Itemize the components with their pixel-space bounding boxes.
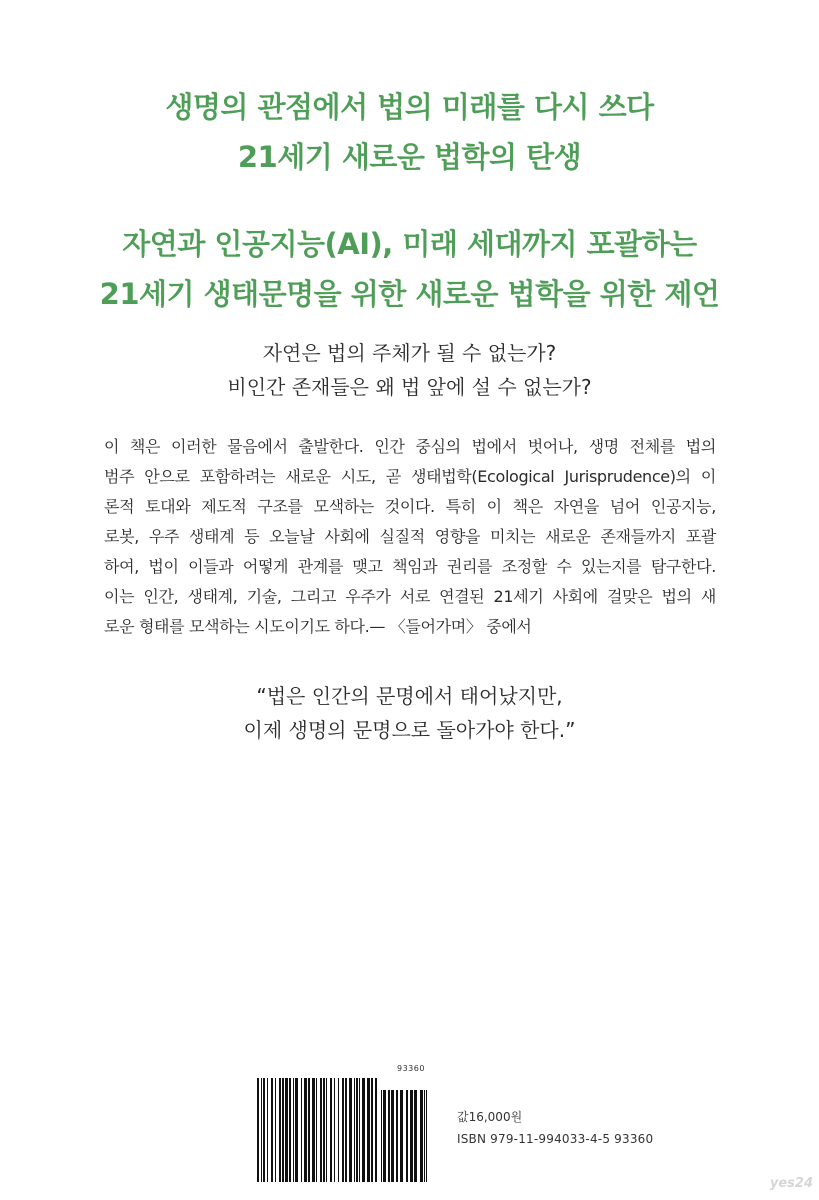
question-block bbox=[0, 336, 819, 404]
quote-line-1: “법은 인간의 문명에서 태어났지만, bbox=[256, 684, 563, 708]
body-line: 이는 인간, 생태계, 기술, 그리고 우주가 서로 연결된 21세기 사회에 걸맞은 법의 새 bbox=[104, 587, 716, 606]
sub-headline-line-2: 21세기 생태문명을 위한 새로운 법학을 위한 제언 bbox=[99, 277, 720, 311]
barcode-main-graphic bbox=[257, 1078, 377, 1182]
body-line: 론적 토대와 제도적 구조를 모색하는 것이다. 특히 이 책은 자연을 넘어 인공지능, bbox=[104, 497, 716, 516]
sub-headline-line-1: 자연과 인공지능(AI), 미래 세대까지 포괄하는 bbox=[122, 227, 697, 261]
addon-number: 93360 bbox=[397, 1064, 425, 1073]
body-line: 이 책은 이러한 물음에서 출발한다. 인간 중심의 법에서 벗어나, 생명 전체를 법의 bbox=[104, 437, 716, 456]
pull-quote bbox=[0, 679, 819, 747]
watermark-logo: yes24 bbox=[769, 1176, 813, 1191]
main-headline-line-2: 21세기 새로운 법학의 탄생 bbox=[237, 140, 582, 174]
isbn-label: ISBN 979-11-994033-4-5 93360 bbox=[457, 1132, 654, 1146]
sub-headline bbox=[0, 219, 819, 319]
question-line-1: 자연은 법의 주체가 될 수 없는가? bbox=[262, 341, 557, 365]
quote-line-2: 이제 생명의 문명으로 돌아가야 한다.” bbox=[243, 718, 576, 742]
body-line: 하여, 법이 이들과 어떻게 관계를 맺고 책임과 권리를 조정할 수 있는지를 탐구한다. bbox=[104, 557, 716, 576]
question-line-2: 비인간 존재들은 왜 법 앞에 설 수 없는가? bbox=[227, 375, 592, 399]
body-line: 범주 안으로 포함하려는 새로운 시도, 곧 생태법학(Ecological Jurisprudence)의 이 bbox=[104, 467, 716, 486]
body-paragraph bbox=[104, 432, 716, 642]
barcode-addon-graphic bbox=[381, 1078, 427, 1182]
body-line: 로봇, 우주 생태계 등 오늘날 사회에 실질적 영향을 미치는 새로운 존재들까지 포괄 bbox=[104, 527, 716, 546]
body-line: 로운 형태를 모색하는 시도이기도 하다.— 〈들어가며〉 중에서 bbox=[104, 617, 532, 636]
price-label: 값16,000원 bbox=[457, 1110, 523, 1124]
main-headline bbox=[0, 82, 819, 182]
main-headline-line-1: 생명의 관점에서 법의 미래를 다시 쓰다 bbox=[165, 90, 654, 124]
